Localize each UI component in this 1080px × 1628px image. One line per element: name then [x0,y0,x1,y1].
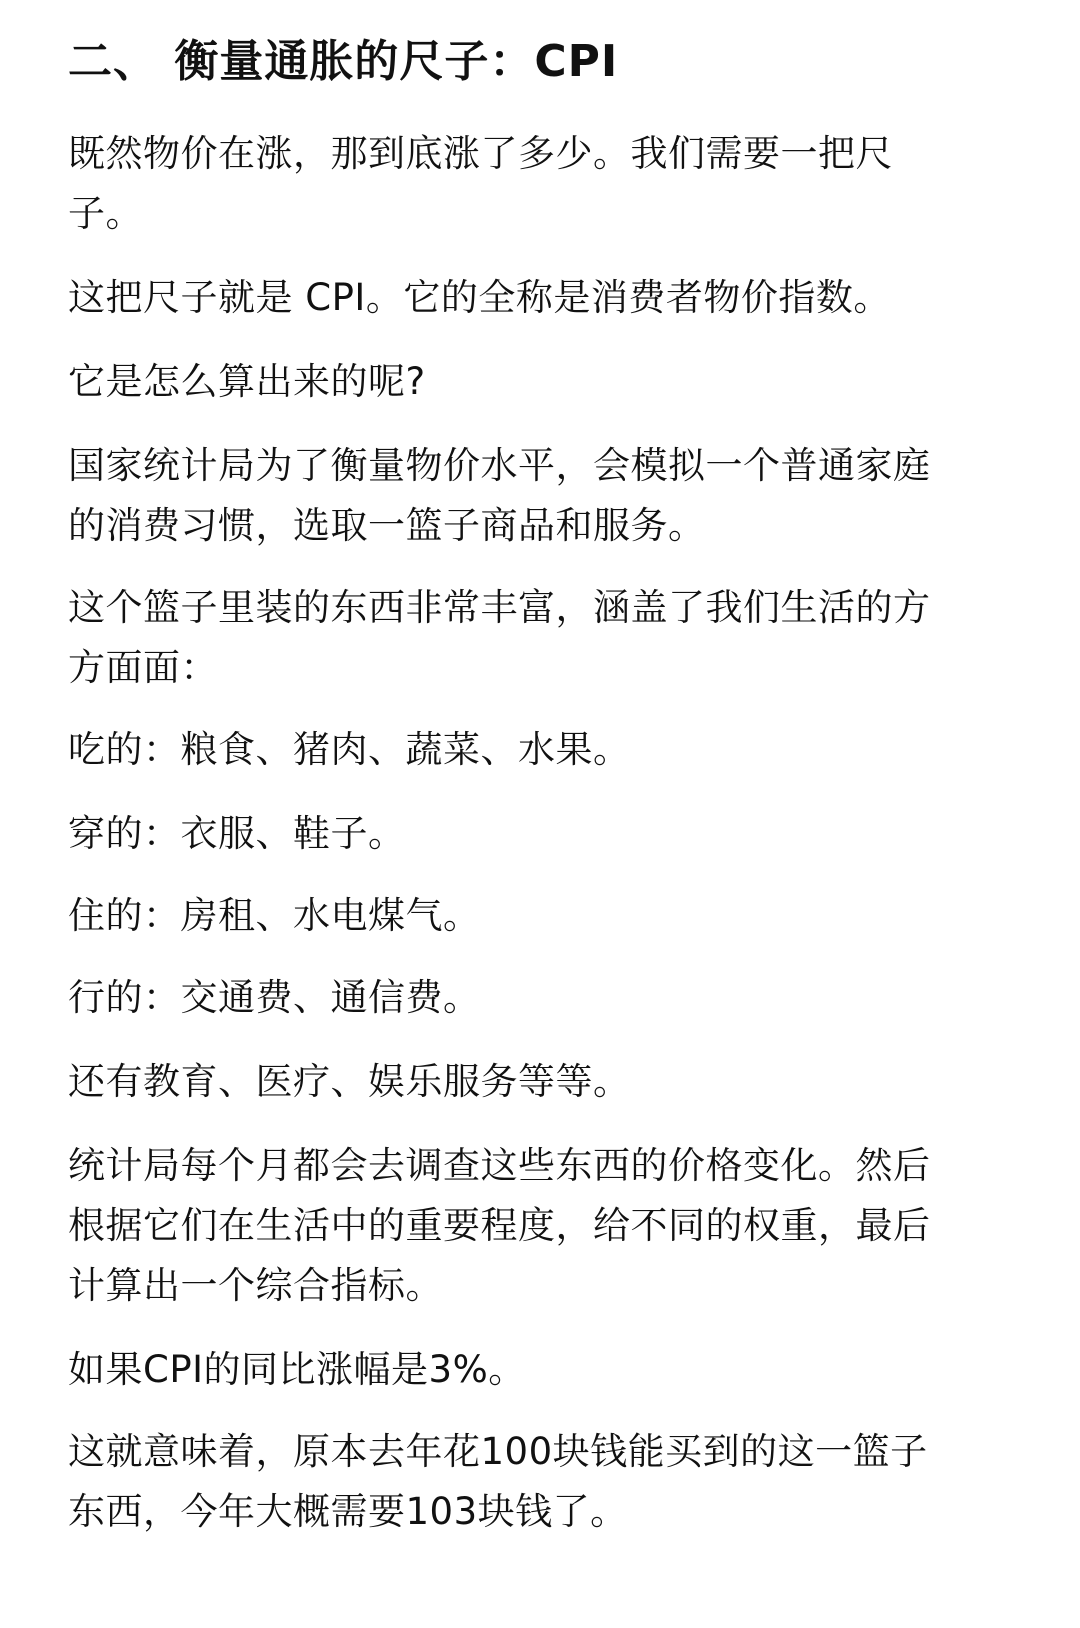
paragraph-example: 如果CPI的同比涨幅是3%。 [68,1348,526,1391]
paragraph-cpi-definition: 这把尺子就是 CPI。它的全称是消费者物价指数。 [68,276,891,319]
paragraph-survey: 统计局每个月都会去调查这些东西的价格变化。然后根据它们在生活中的重要程度，给不同的权重，最后计算出一个综合指标。 [68,1144,931,1307]
paragraph-question: 它是怎么算出来的呢? [68,360,426,403]
list-item-food: 吃的：粮食、猪肉、蔬菜、水果。 [68,728,631,771]
paragraph-intro: 既然物价在涨，那到底涨了多少。我们需要一把尺子。 [68,132,893,235]
article [68,0,948,1533]
list-item-transport: 行的：交通费、通信费。 [68,976,481,1019]
list-item-housing: 住的：房租、水电煤气。 [68,894,481,937]
paragraph-conclusion: 这就意味着，原本去年花100块钱能买到的这一篮子东西，今年大概需要103块钱了。 [68,1430,928,1533]
paragraph-basket-contents: 这个篮子里装的东西非常丰富，涵盖了我们生活的方方面面： [68,586,931,689]
section-heading: 二、 衡量通胀的尺子：CPI [68,36,619,87]
list-item-clothing: 穿的：衣服、鞋子。 [68,812,406,855]
paragraph-basket: 国家统计局为了衡量物价水平，会模拟一个普通家庭的消费习惯，选取一篮子商品和服务。 [68,444,931,547]
list-item-services: 还有教育、医疗、娱乐服务等等。 [68,1060,631,1103]
